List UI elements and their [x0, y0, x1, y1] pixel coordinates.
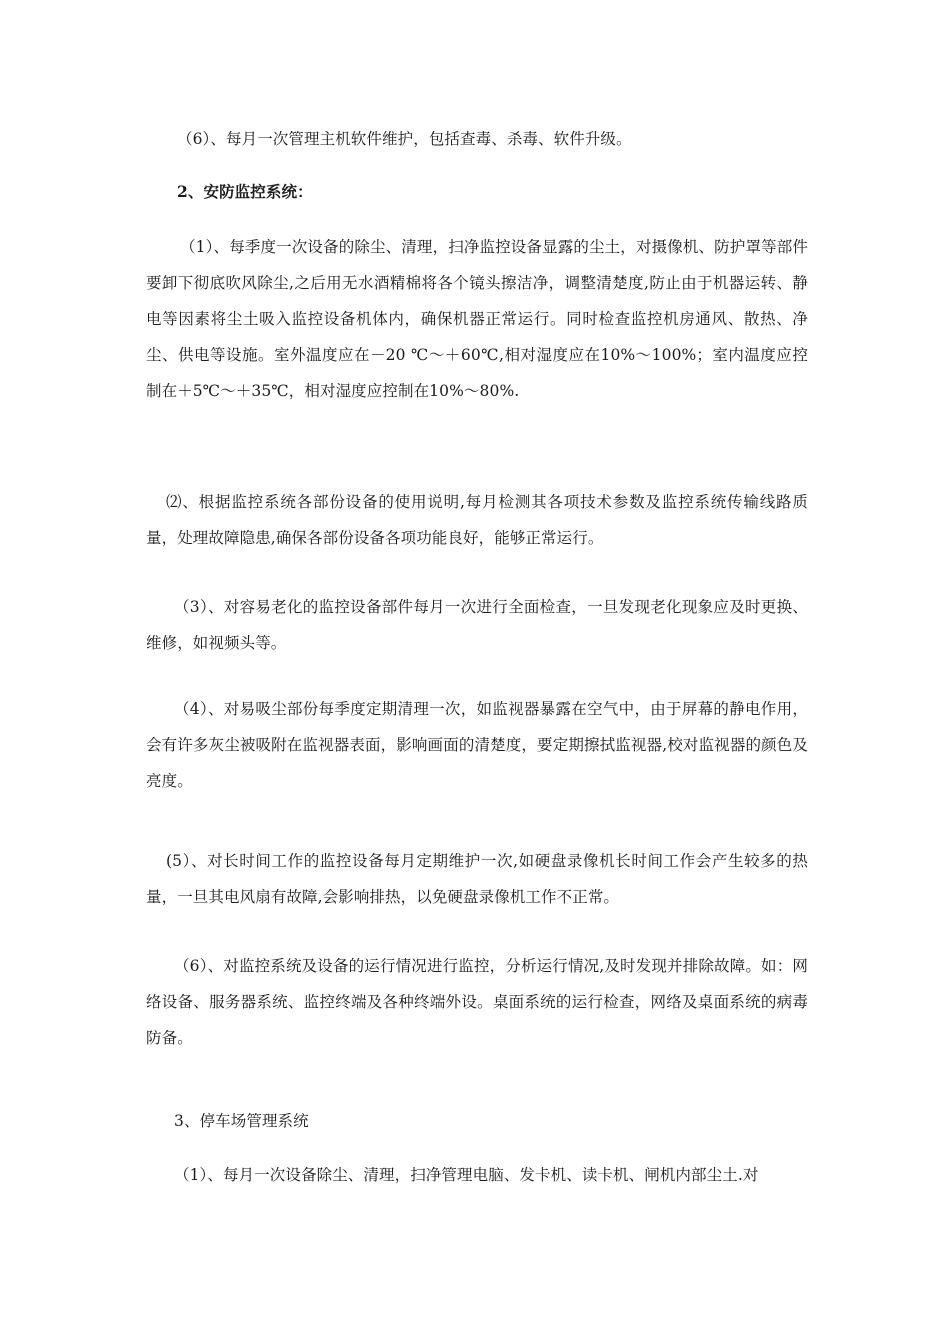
paragraph-aging-parts-inspection: （3）、对容易老化的监控设备部件每月一次进行全面检查，一旦发现老化现象应及时更换、维修，如视频头等。	[146, 598, 808, 652]
section-heading-parking-management: 3、停车场管理系统	[174, 1112, 309, 1130]
paragraph-quarterly-dust-cleaning: （1）、每季度一次设备的除尘、清理，扫净监控设备显露的尘土，对摄像机、防护罩等部件要卸下彻底吹风除尘,之后用无水酒精棉将各个镜头擦洁净，调整清楚度,防止由于机器运转、静电等因素将尘土吸入监控设备机体内，确保机器正常运行。同时检查监控机房通风、散热、净尘、供电等设施。室外温度应在－20 ℃～＋60℃,相对湿度应在10%～100%；室内温度应控制在＋5℃～＋35℃，相对湿度应控制在10%～80%.	[146, 238, 808, 400]
paragraph-parking-monthly-cleaning: （1）、每月一次设备除尘、清理，扫净管理电脑、发卡机、读卡机、闸机内部尘土.对	[174, 1166, 759, 1184]
paragraph-system-operation-monitoring: （6）、对监控系统及设备的运行情况进行监控，分析运行情况,及时发现并排除故障。如：网络设备、服务器系统、监控终端及各种终端外设。桌面系统的运行检查，网络及桌面系统的病毒防备。	[146, 957, 808, 1047]
paragraph-long-running-equipment: (5）、对长时间工作的监控设备每月定期维护一次,如硬盘录像机长时间工作会产生较多的热量，一旦其电风扇有故障,会影响排热，以免硬盘录像机工作不正常。	[146, 852, 808, 906]
paragraph-host-software-maintenance: （6）、每月一次管理主机软件维护，包括查毒、杀毒、软件升级。	[177, 130, 632, 148]
paragraph-monthly-parameter-check: ⑵、根据监控系统各部份设备的使用说明,每月检测其各项技术参数及监控系统传输线路质量，处理故障隐患,确保各部份设备各项功能良好，能够正常运行。	[146, 493, 808, 547]
paragraph-monitor-cleaning: （4）、对易吸尘部份每季度定期清理一次，如监视器暴露在空气中，由于屏幕的静电作用，会有许多灰尘被吸附在监视器表面，影响画面的清楚度，要定期擦拭监视器,校对监视器的颜色及亮度。	[146, 700, 808, 790]
section-heading-security-monitoring: 2、安防监控系统：	[177, 182, 313, 201]
